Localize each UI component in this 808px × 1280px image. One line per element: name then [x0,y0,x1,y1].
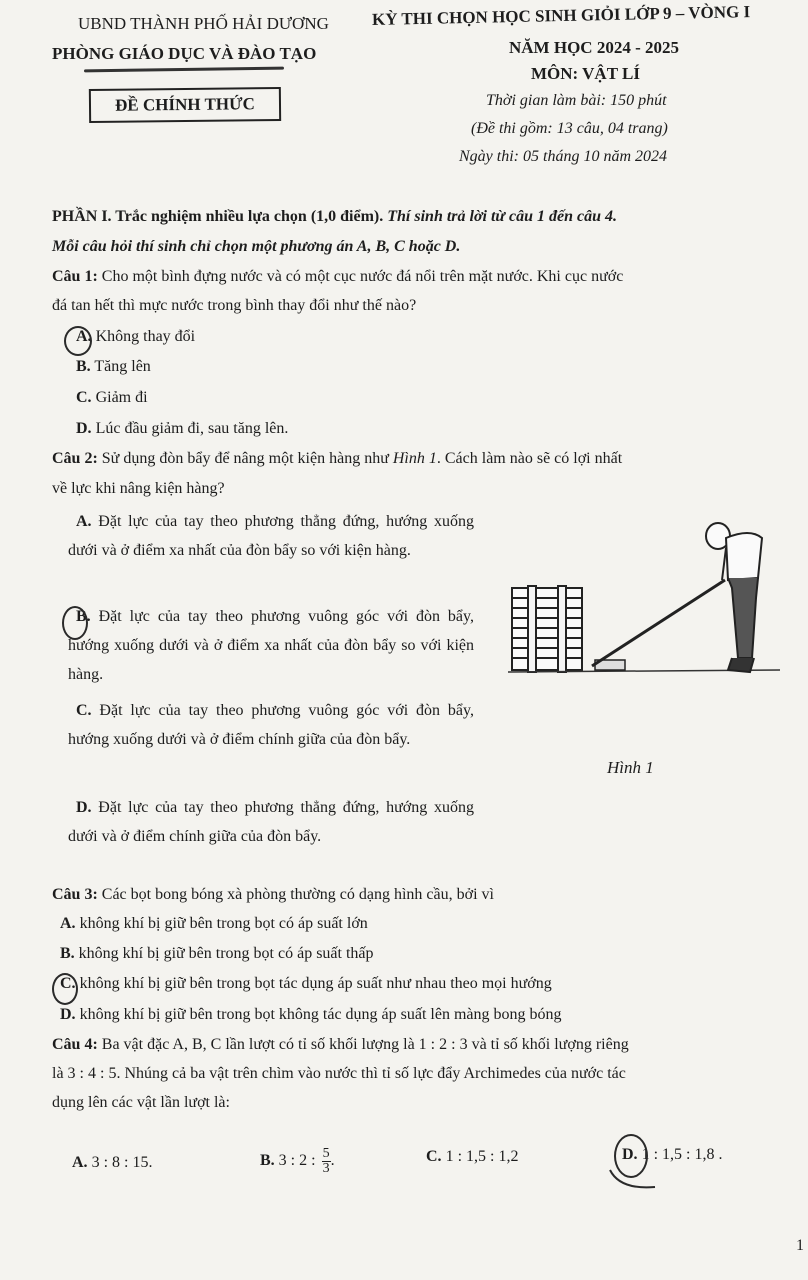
official-stamp-box [89,87,281,123]
exam-title: KỲ THI CHỌN HỌC SINH GIỎI LỚP 9 – VÒNG I [371,2,751,29]
q1-option-c[interactable]: C. Giảm đi [76,389,148,406]
question-4-line2: là 3 : 4 : 5. Nhúng cả ba vật trên chìm vào nước thì tỉ số lực đẩy Archimedes của nước tác [52,1065,626,1082]
q1-option-d[interactable]: D. Lúc đầu giảm đi, sau tăng lên. [76,420,289,437]
crate-illustration [512,586,582,672]
part1-heading [52,202,617,231]
q2-option-d[interactable]: D. Đặt lực của tay theo phương thẳng đứng, hướng xuống dưới và ở điểm chính giữa của đòn bẩy. [68,799,474,845]
school-year: NĂM HỌC 2024 - 2025 [509,38,679,57]
pen-stroke-mark [605,1165,665,1195]
lever-bar [592,580,725,666]
q1-option-a[interactable]: A. Không thay đổi [76,328,196,345]
figure-caption: Hình 1 [607,758,654,777]
part1-title: PHẦN I. Trắc nghiệm nhiều lựa chọn (1,0 điểm). [52,208,384,225]
question-4-line3: dụng lên các vật lần lượt là: [52,1094,230,1111]
question-1-line2: đá tan hết thì mực nước trong bình thay đổi như thế nào? [52,297,417,314]
q4-option-c[interactable]: C. 1 : 1,5 : 1,2 [426,1148,519,1165]
q3-option-d[interactable]: D. không khí bị giữ bên trong bọt không tác dụng áp suất lên màng bong bóng [60,1006,562,1023]
official-stamp-label: ĐỀ CHÍNH THỨC [114,94,255,115]
question-2-line1: Câu 2: Sử dụng đòn bẩy để nâng một kiện hàng như Hình 1. Cách làm nào sẽ có lợi nhất [52,450,623,467]
lever-figure [500,508,790,698]
q3-option-c[interactable]: C. không khí bị giữ bên trong bọt tác dụng áp suất như nhau theo mọi hướng [60,975,552,992]
q4-option-a[interactable]: A. 3 : 8 : 15. [72,1154,153,1171]
q4-option-d[interactable]: D. 1 : 1,5 : 1,8 . [622,1146,723,1163]
pages-info: (Đề thi gồm: 13 câu, 04 trang) [471,120,668,137]
question-3: Câu 3: Các bọt bong bóng xà phòng thường có dạng hình cầu, bởi vì [52,886,494,903]
exam-date: Ngày thi: 05 tháng 10 năm 2024 [459,148,667,165]
q3-option-a[interactable]: A. không khí bị giữ bên trong bọt có áp suất lớn [60,915,368,932]
subject: MÔN: VẬT LÍ [531,64,640,83]
handwritten-underline [84,67,284,73]
person-illustration [706,523,762,672]
question-4-label: Câu 4: [52,1036,98,1053]
question-1-label: Câu 1: [52,268,98,285]
part1-instruction: Mỗi câu hỏi thí sinh chỉ chọn một phương án A, B, C hoặc D. [52,238,461,255]
authority-name: UBND THÀNH PHỐ HẢI DƯƠNG [78,14,329,33]
question-4-line1: Câu 4: Ba vật đặc A, B, C lần lượt có tỉ số khối lượng là 1 : 2 : 3 và tỉ số khối lượng riêng [52,1036,629,1053]
q3-option-b[interactable]: B. không khí bị giữ bên trong bọt có áp suất thấp [60,945,374,962]
q2-option-a[interactable]: A. Đặt lực của tay theo phương thẳng đứng, hướng xuống dưới và ở điểm xa nhất của đòn bẩy so với kiện hàng. [68,513,474,559]
q1-option-b[interactable]: B. Tăng lên [76,358,151,375]
fraction: $\frac{5}{3}$ [322,1145,330,1176]
question-2-label: Câu 2: [52,450,98,467]
q2-option-b[interactable]: B. Đặt lực của tay theo phương vuông góc với đòn bẩy, hướng xuống dưới và ở điểm xa nhất của đòn bẩy so với kiện hàng. [68,608,474,683]
question-1-line1: Câu 1: Cho một bình đựng nước và có một cục nước đá nổi trên mặt nước. Khi cục nước [52,268,624,285]
department-name: PHÒNG GIÁO DỤC VÀ ĐÀO TẠO [52,44,317,63]
part1-scope: Thí sinh trả lời từ câu 1 đến câu 4. [383,208,618,225]
question-3-label: Câu 3: [52,886,98,903]
page-number: 1 [796,1237,804,1254]
question-2-line2: về lực khi nâng kiện hàng? [52,480,225,497]
q4-option-b[interactable]: B. 3 : 2 : $\frac{5}{3}$ . [260,1145,335,1176]
exam-duration: Thời gian làm bài: 150 phút [486,92,667,109]
q2-option-c[interactable]: C. Đặt lực của tay theo phương vuông góc với đòn bẩy, hướng xuống dưới và ở điểm chính giữa của đòn bẩy. [68,702,474,748]
